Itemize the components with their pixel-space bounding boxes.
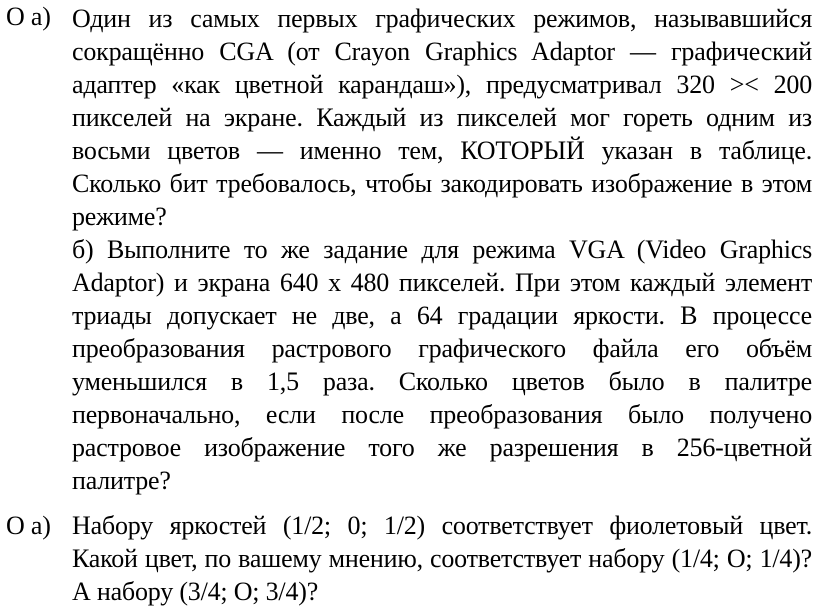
task-marker: О а) (6, 2, 51, 31)
task-item-2 (0, 509, 816, 608)
task-1-part-b: б) Выполните то же задание для режима VGA (Video Graphics Adaptor) и экрана 640 х 480 пикселей. При этом каждый элемент триады допускает не две, а 64 градации яркости. В процессе преобразования растрового графического файла его объём уменьшился в 1,5 раза. Сколько цветов было в палитре первоначально, если после преобразования было получено растровое изображение того же разрешения в 256-цветной палитре? (72, 235, 812, 495)
task-1-part-a: Один из самых первых графических режимов, называвшийся сокращённо CGA (от Crayon Graphics Adaptor — графический адаптер «как цветной карандаш»), предусматривал 320 >< 200 пикселей на экране. Каждый из пикселей мог гореть одним из восьми цветов — именно тем, КОТОРЫЙ указан в таблице. Сколько бит требовалось, чтобы закодировать изображение в этом режиме? (72, 4, 812, 231)
task-marker: О а) (6, 511, 51, 540)
task-2-part-a: Набору яркостей (1/2; 0; 1/2) соответствует фиолетовый цвет. Какой цвет, по вашему мнению, соответствует набору (1/4; О; 1/4)? А набору (3/4; О; 3/4)? (72, 511, 812, 606)
